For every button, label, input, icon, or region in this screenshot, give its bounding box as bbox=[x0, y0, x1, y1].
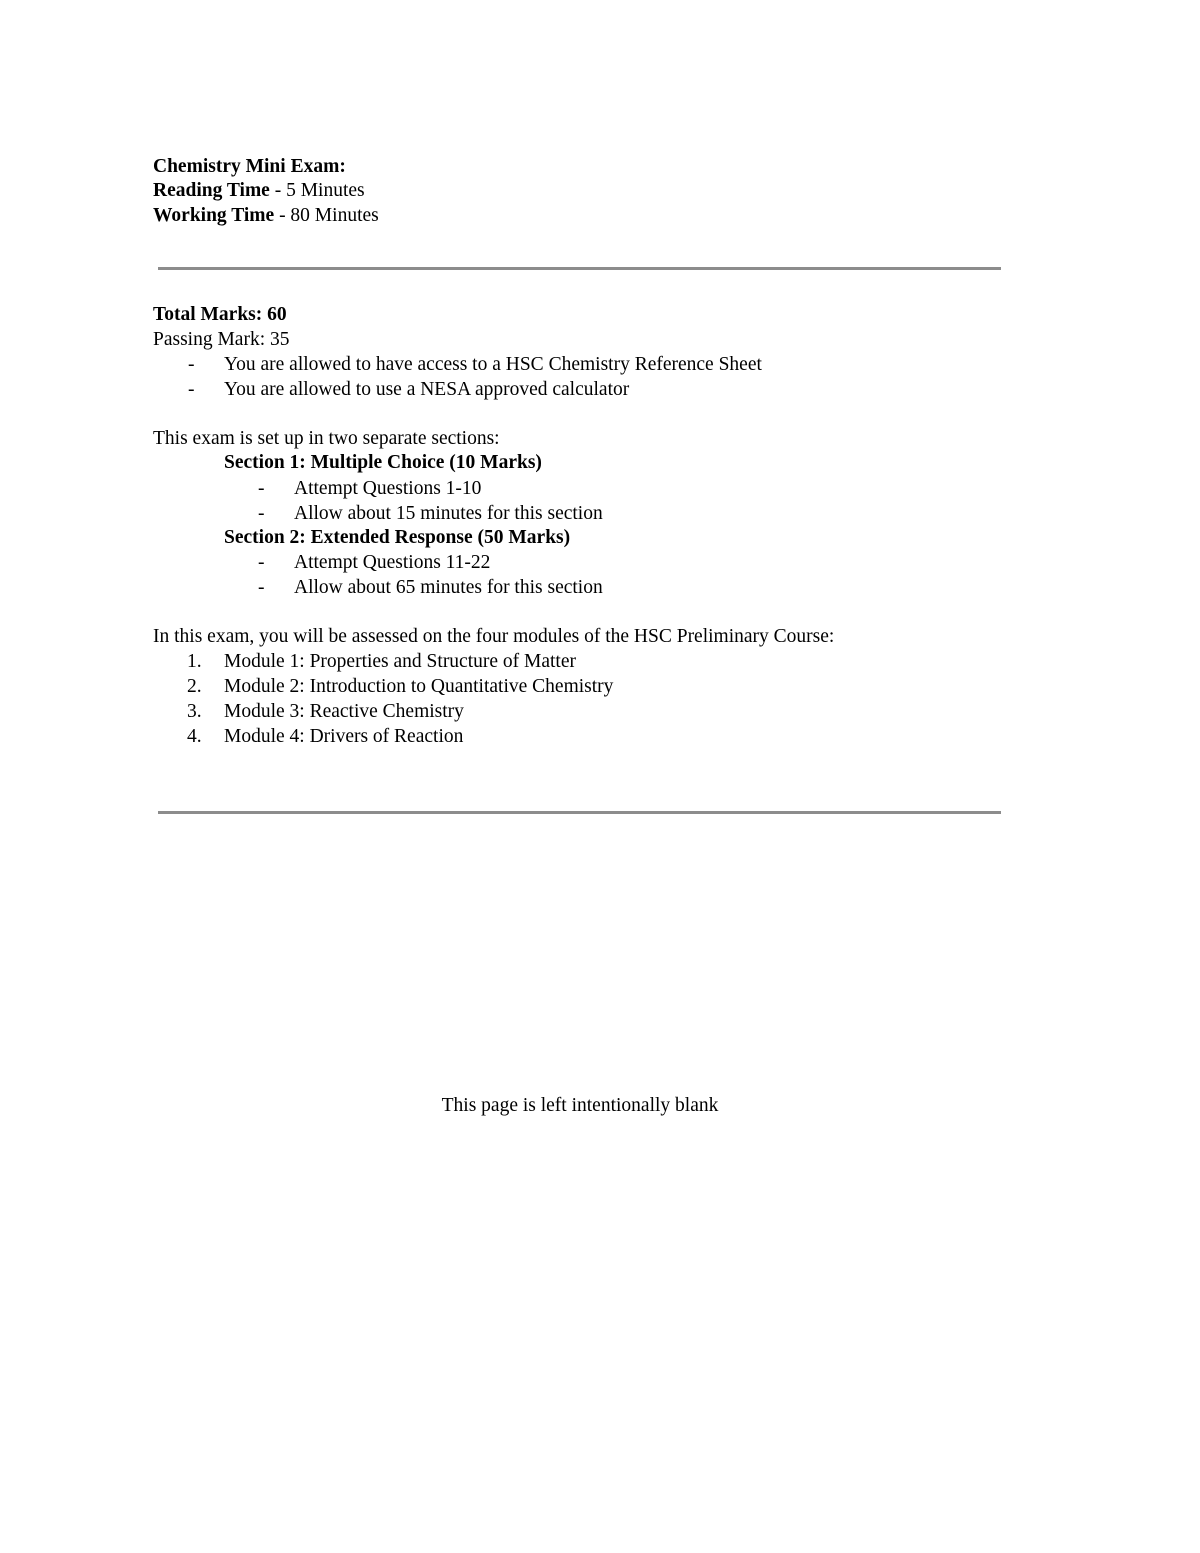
rule-item-calculator: You are allowed to use a NESA approved calculator bbox=[224, 379, 630, 400]
section-1-time: Allow about 15 minutes for this section bbox=[294, 503, 603, 524]
section-1-questions: Attempt Questions 1-10 bbox=[294, 478, 482, 499]
divider-bottom bbox=[158, 811, 1001, 814]
list-number: 3. bbox=[187, 701, 202, 722]
module-item: Module 3: Reactive Chemistry bbox=[224, 701, 464, 722]
sections-intro: This exam is set up in two separate sections: bbox=[153, 428, 500, 449]
modules-intro: In this exam, you will be assessed on the four modules of the HSC Preliminary Course: bbox=[153, 626, 835, 647]
rule-item-reference-sheet: You are allowed to have access to a HSC Chemistry Reference Sheet bbox=[224, 354, 762, 375]
module-item: Module 2: Introduction to Quantitative Chemistry bbox=[224, 676, 614, 697]
section-1-heading: Section 1: Multiple Choice (10 Marks) bbox=[224, 452, 542, 473]
section-2-questions: Attempt Questions 11-22 bbox=[294, 552, 491, 573]
passing-mark: Passing Mark: 35 bbox=[153, 329, 290, 350]
bullet-marker: - bbox=[258, 552, 265, 573]
working-time-label: Working Time bbox=[153, 205, 275, 226]
reading-time-label: Reading Time bbox=[153, 180, 270, 201]
list-number: 1. bbox=[187, 651, 202, 672]
module-item: Module 1: Properties and Structure of Matter bbox=[224, 651, 576, 672]
bullet-marker: - bbox=[188, 354, 195, 375]
exam-title: Chemistry Mini Exam: bbox=[153, 156, 346, 177]
bullet-marker: - bbox=[188, 379, 195, 400]
blank-page-note: This page is left intentionally blank bbox=[441, 1095, 719, 1116]
total-marks: Total Marks: 60 bbox=[153, 304, 287, 325]
list-number: 4. bbox=[187, 726, 202, 747]
section-2-time: Allow about 65 minutes for this section bbox=[294, 577, 603, 598]
bullet-marker: - bbox=[258, 503, 265, 524]
list-number: 2. bbox=[187, 676, 202, 697]
working-time-value: - 80 Minutes bbox=[274, 205, 379, 226]
divider-top bbox=[158, 267, 1001, 270]
bullet-marker: - bbox=[258, 478, 265, 499]
reading-time bbox=[153, 179, 365, 203]
module-item: Module 4: Drivers of Reaction bbox=[224, 726, 464, 747]
working-time bbox=[153, 204, 379, 228]
bullet-marker: - bbox=[258, 577, 265, 598]
reading-time-value: - 5 Minutes bbox=[269, 180, 365, 201]
section-2-heading: Section 2: Extended Response (50 Marks) bbox=[224, 527, 571, 548]
